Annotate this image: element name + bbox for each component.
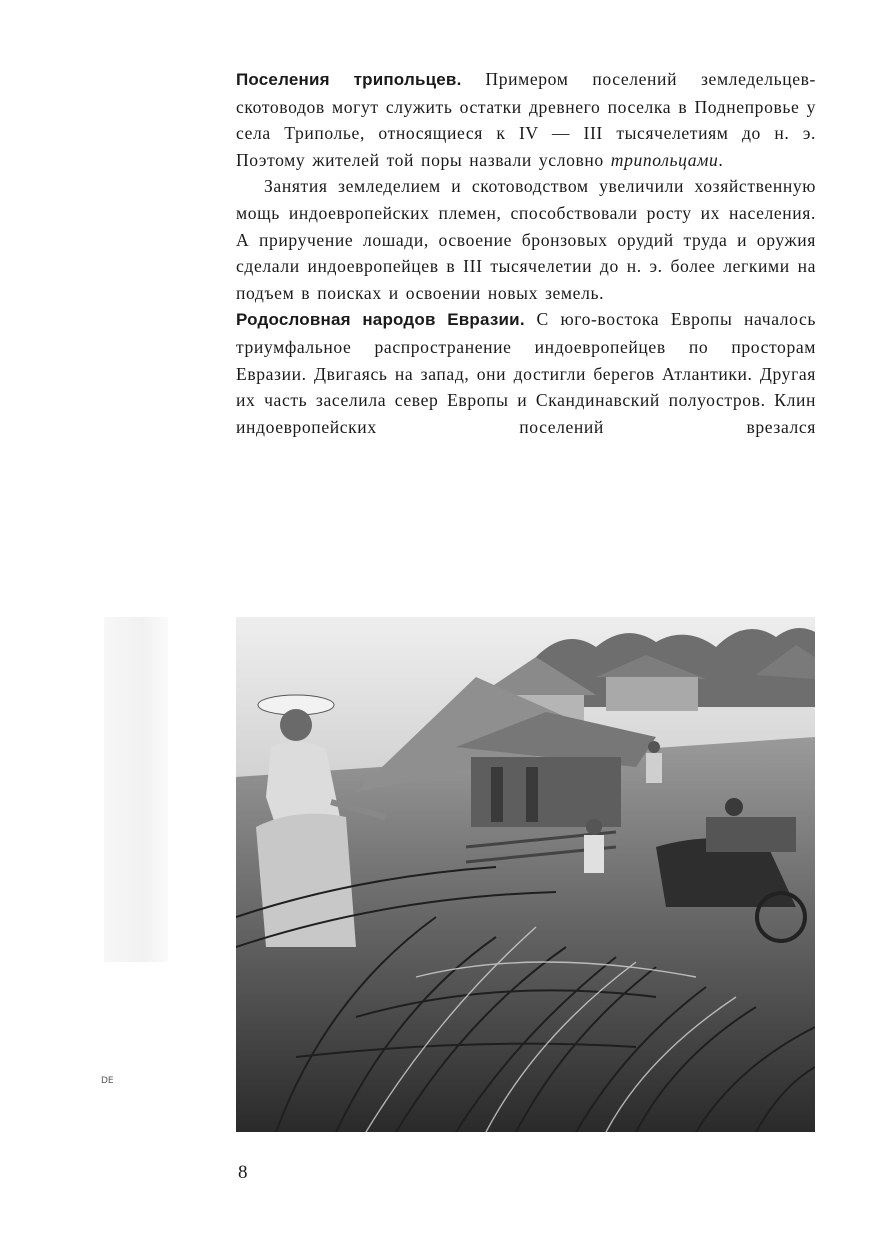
page-number: 8 xyxy=(238,1162,248,1183)
section-heading-tripolye: Поселения трипольцев. xyxy=(236,70,462,89)
margin-mark: DE xyxy=(101,1076,114,1086)
body-text xyxy=(236,66,816,440)
paragraph-tail: . xyxy=(718,149,724,170)
paragraph-text: С юго-востока Европы началось триумфальное распространение индоевропейцев по просторам Евразии. Двигаясь на запад, они достигли берегов Атлантики. Другая их часть заселила север Европы и Скандинавский полуостров. Клин индоевропейских поселений врезался xyxy=(236,309,817,437)
paragraph-farming-cattle xyxy=(236,173,816,306)
village-illustration xyxy=(236,617,815,1132)
paragraph-eurasian-genealogy xyxy=(236,306,816,440)
section-heading-genealogy: Родословная народов Евразии. xyxy=(236,310,525,330)
emphasized-term: трипольцами xyxy=(610,149,719,170)
paragraph-text: Занятия земледелием и скотоводством увеличили хозяйственную мощь индоевропейских племен, способствовали росту их населения. А приручение лошади, освоение бронзовых орудий труда и оружия сделали индоевропейцев в III тысячелетии до н. э. более легкими на подъем в поисках и освоении новых земель. xyxy=(236,176,816,303)
paragraph-text: Примером поселений земледельцев-скотоводов могут служить остатки древнего поселка в Поднепровье у села Триполье, относящиеся к IV — III тысячелетиям до н. э. Поэтому жителей той поры назвали условно xyxy=(236,69,816,170)
village-scene-drawing xyxy=(236,617,815,1132)
paragraph-tripolye-settlements xyxy=(236,66,816,173)
scan-edge-shadow xyxy=(104,617,168,962)
